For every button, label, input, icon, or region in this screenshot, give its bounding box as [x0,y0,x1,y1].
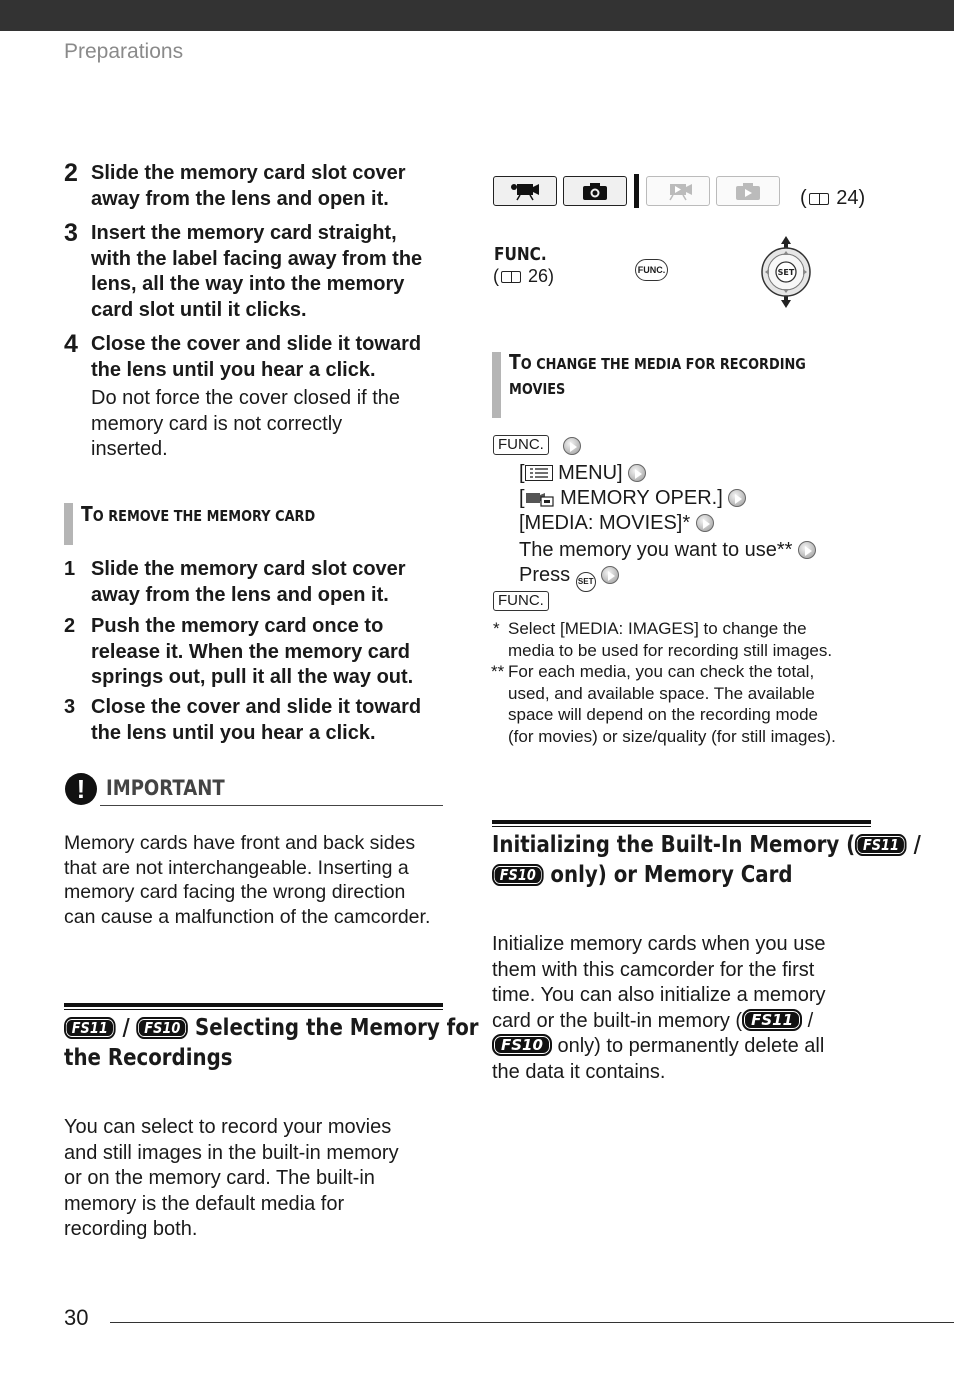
arrow-icon [696,514,714,532]
footnote-mark: * [493,619,500,638]
image-playback-icon [716,176,780,206]
mode-separator [634,174,639,208]
arrow-icon [601,566,619,584]
section-rule [64,1003,443,1010]
func-chip: FUNC. [493,591,549,611]
step-note: Do not force the cover closed if the memory card is not correctly inserted. [91,387,401,460]
movie-camera-icon [493,176,557,206]
footnote-text: Select [MEDIA: IMAGES] to change the media to be used for recording still images. [508,619,833,660]
section-name: Preparations [64,40,184,63]
callout-title: TO CHANGE THE MEDIA FOR RECORDING MOVIES [509,350,806,398]
step-number: 2 [64,615,76,637]
step-text: Close the cover and slide it toward the lens until you hear a click. [91,333,422,381]
section-heading: FS11 / FS10 Selecting the Memory for the Recordings [64,1015,479,1071]
section-rule [492,820,871,827]
book-icon [501,271,521,283]
section-body: You can select to record your movies and still images in the built-in memory or on the memory card. The built-in memory is the default media for recording both. [64,1116,399,1240]
joystick-icon [758,236,814,308]
fs11-badge: FS11 [742,1009,802,1031]
func-button-icon: FUNC. [635,259,668,281]
important-rule [100,805,443,806]
step-number: 3 [64,696,76,718]
step-text: Close the cover and slide it toward the lens until you hear a click. [91,696,422,744]
step-text: Insert the memory card straight, with the label facing away from the lens, all the way into the memory card slot until it clicks. [91,222,423,321]
menu-line: Press SET [519,563,619,592]
joystick-set-label: SET [777,268,795,277]
callout-title: TO REMOVE THE MEMORY CARD [81,502,316,526]
set-button-icon: SET [576,572,596,592]
callout-bar [492,352,501,418]
fs10-badge: FS10 [492,864,544,886]
step-text: Slide the memory card slot cover away from the lens and open it. [91,162,406,210]
fs10-badge: FS10 [137,1017,189,1039]
fs11-badge: FS11 [64,1017,116,1039]
memory-oper-icon [525,489,555,507]
menu-line: [ MEMORY OPER.] [519,486,746,511]
important-text: Memory cards have front and back sides that are not interchangeable. Inserting a memory card facing the wrong direction can cause a malfunction of the camcorder. [64,832,431,928]
fs10-badge: FS10 [492,1034,552,1056]
footnote-mark: ** [491,662,505,681]
fs11-badge: FS11 [855,834,907,856]
menu-icon [525,465,553,481]
top-bar [0,0,954,31]
movie-playback-icon [646,176,710,206]
arrow-icon [563,437,581,455]
step-number: 3 [64,219,78,247]
step-number: 1 [64,558,76,580]
func-label: FUNC. [494,244,547,265]
step-text: Slide the memory card slot cover away from the lens and open it. [91,558,406,606]
still-camera-icon [563,176,627,206]
important-icon: ! [65,773,97,805]
book-icon [809,193,829,205]
menu-line: [MEDIA: MOVIES]* [519,511,714,536]
footer-rule [110,1322,954,1323]
arrow-icon [798,541,816,559]
footnote-text: For each media, you can check the total, used, and available space. The available space will depend on the recording mode (for movies) or size/quality (for still images). [508,662,836,746]
step-number: 2 [64,159,78,187]
page-reference: ( 24) [800,187,866,209]
step-text: Push the memory card once to release it. When the memory card springs out, pull it all the way out. [91,615,414,688]
section-heading: Initializing the Built-In Memory ( FS11 / FS10 only) or Memory Card [492,832,921,888]
page-number: 30 [64,1305,89,1330]
menu-line: The memory you want to use** [519,538,816,563]
step-number: 4 [64,330,78,358]
important-label: IMPORTANT [106,776,225,800]
menu-line: [ MENU] [519,461,646,486]
arrow-icon [628,464,646,482]
func-chip: FUNC. [493,435,549,455]
section-body: Initialize memory cards when you use them with this camcorder for the first time. You can also initialize a memory card or the built-in memory ( FS11 / FS10 only) to permanently delete all the data it contains. [492,933,826,1083]
arrow-icon [728,489,746,507]
callout-bar [64,503,73,545]
page-reference: ( 26) [493,266,555,286]
